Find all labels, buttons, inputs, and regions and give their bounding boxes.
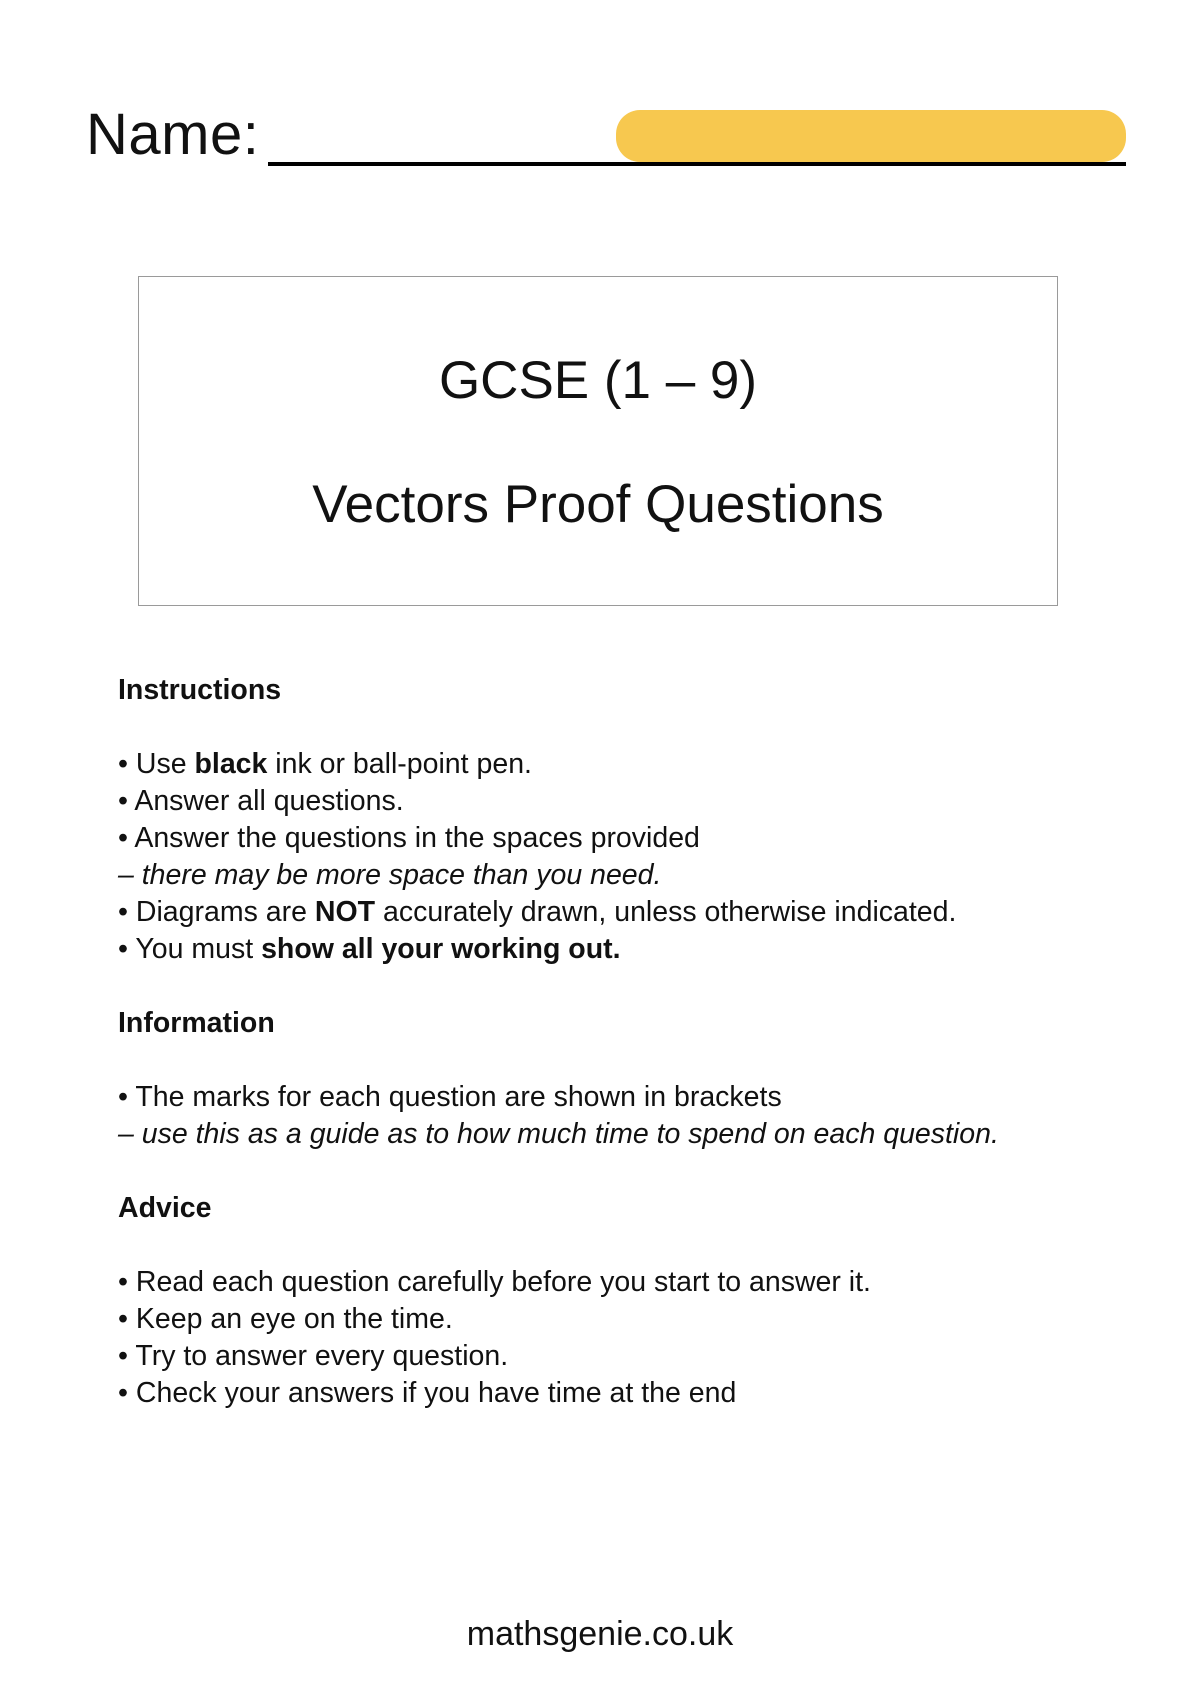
instruction-text: • Answer all questions. [118, 785, 404, 817]
advice-item: • Read each question carefully before you start to answer it. [118, 1266, 871, 1298]
instruction-text: • Use [118, 748, 195, 780]
name-underline[interactable] [268, 162, 1126, 166]
footer-website: mathsgenie.co.uk [466, 1615, 734, 1653]
topic-title: Vectors Proof Questions [312, 475, 884, 534]
instruction-item [118, 820, 1138, 857]
instruction-item [118, 931, 1138, 968]
advice-item: • Try to answer every question. [118, 1340, 509, 1372]
instruction-emphasis: black [194, 748, 268, 780]
name-highlight [616, 110, 1126, 162]
instruction-item [118, 746, 1138, 783]
instruction-text: accurately drawn, unless otherwise indicated. [375, 896, 957, 928]
instructions-heading: Instructions [118, 674, 282, 706]
advice-heading: Advice [118, 1192, 212, 1224]
instruction-item [118, 783, 1138, 820]
exam-level-title: GCSE (1 – 9) [438, 351, 758, 410]
information-heading: Information [118, 1007, 275, 1039]
advice-item: • Check your answers if you have time at the end [118, 1377, 737, 1409]
instructions-content [118, 672, 1138, 1412]
instruction-emphasis: NOT [314, 896, 376, 928]
instruction-item [118, 894, 1138, 931]
instruction-text: • Diagrams are [118, 896, 315, 928]
instruction-text: • Answer the questions in the spaces provided [118, 822, 700, 854]
instruction-text: ink or ball-point pen. [267, 748, 532, 780]
advice-item: • Keep an eye on the time. [118, 1303, 453, 1335]
information-item: • The marks for each question are shown in brackets [118, 1081, 782, 1113]
instruction-text: • You must [118, 933, 262, 965]
instruction-emphasis: show all your working out. [261, 933, 621, 965]
title-box [138, 276, 1058, 606]
name-label: Name: [86, 102, 260, 167]
instruction-note: – there may be more space than you need. [118, 859, 662, 891]
name-field [86, 100, 1126, 170]
information-note: – use this as a guide as to how much time to spend on each question. [118, 1118, 999, 1150]
